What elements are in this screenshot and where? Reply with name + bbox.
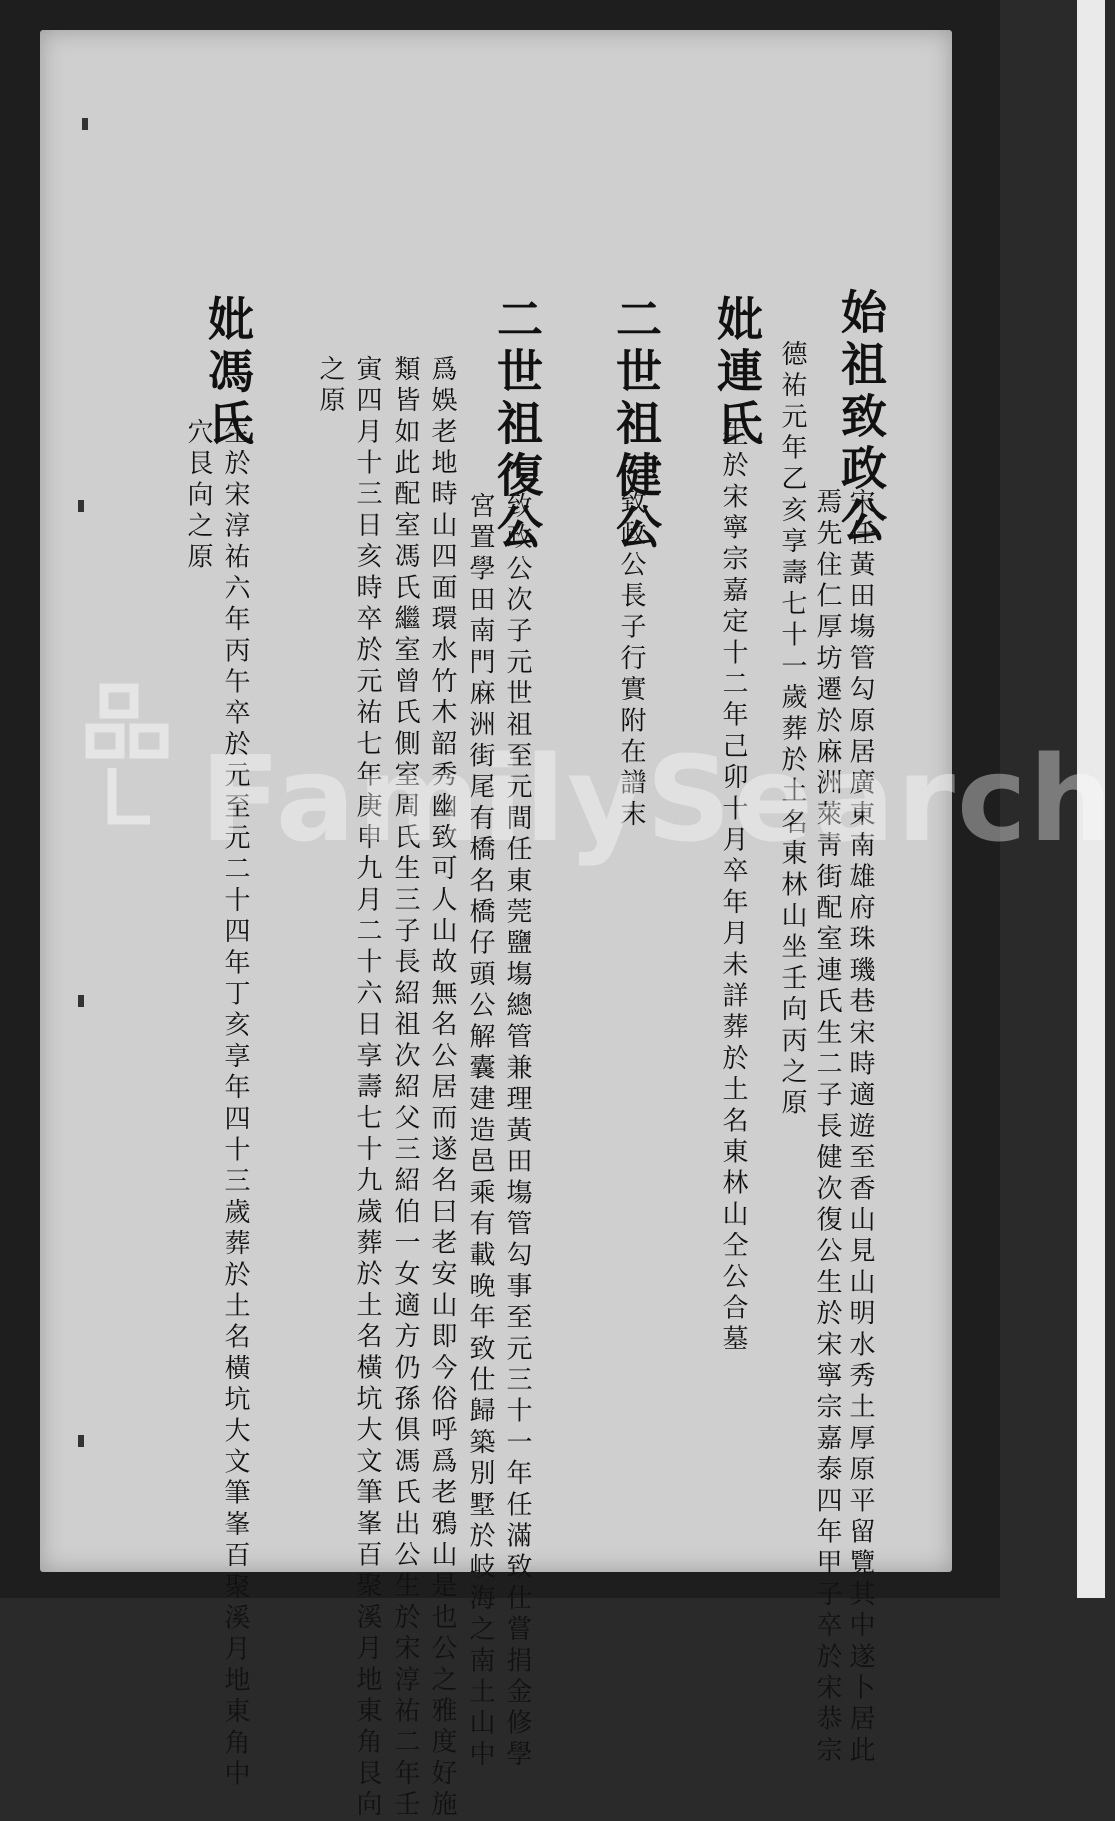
text-line: 德祐元年乙亥享壽七十一歲葬於土名東林山坐壬向丙之原 bbox=[777, 340, 807, 1120]
heading-second-gen-fu: 二世祖復公 bbox=[490, 295, 544, 555]
binding-mark bbox=[78, 995, 84, 1007]
text-line: 致政公次子元世祖至元間任東莞鹽塲總管兼理黃田塲管勾事至元三十一年任滿致仕嘗捐金修學 bbox=[502, 492, 532, 1772]
binding-mark bbox=[78, 500, 84, 512]
heading-wife-feng: 妣馮氏 bbox=[201, 295, 255, 451]
heading-wife-lian: 妣連氏 bbox=[710, 295, 764, 451]
familysearch-watermark bbox=[90, 660, 1115, 900]
text-line: 爲娛老地時山四面環水竹木韶秀幽致可人山故無名公居而遂名曰老安山即今俗呼爲老鴉山是也公之雅度好施 bbox=[427, 355, 457, 1821]
binding-mark bbox=[82, 118, 88, 130]
binding-mark bbox=[78, 1435, 84, 1447]
text-line: 寅四月十三日亥時卒於元祐七年庚申九月二十六日享壽七十九歲葬於土名橫坑大文筆峯百聚溪月地東角艮向 bbox=[352, 355, 382, 1821]
text-line: 之原 bbox=[315, 355, 345, 418]
text-line: 致政公長子行實附在譜末 bbox=[616, 488, 646, 832]
heading-second-gen-jian: 二世祖健公 bbox=[609, 295, 663, 555]
familysearch-logo-icon bbox=[90, 680, 170, 830]
text-line: 類皆如此配室馮氏繼室曾氏側室周氏生三子長紹祖次紹父三紹伯一女適方仍孫俱馮氏出公生於宋淳祐二年壬 bbox=[390, 355, 420, 1821]
text-line: 宋任黃田塲管勾原居廣東南雄府珠璣巷宋時適遊至香山見山明水秀土厚原平留覽其中遂卜居此 bbox=[845, 488, 875, 1768]
text-line: 生於宋寧宗嘉定十二年己卯十月卒年月未詳葬於土名東林山仝公合墓 bbox=[718, 420, 748, 1356]
text-line: 宮置學田南門麻洲街尾有橋名橋仔頭公解囊建造邑乘有載晚年致仕歸築別墅於岐海之南土山中 bbox=[465, 492, 495, 1772]
text-line: 穴艮向之原 bbox=[183, 418, 213, 574]
text-line: 生於宋淳祐六年丙午卒於元至元二十四年丁亥享年四十三歲葬於土名橫坑大文筆峯百聚溪月地東角中 bbox=[220, 418, 250, 1791]
heading-founder: 始祖致政公 bbox=[834, 288, 888, 548]
text-line: 焉先住仁厚坊遷於麻洲萊靑街配室連氏生二子長健次復公生於宋寧宗嘉泰四年甲子卒於宋恭宗 bbox=[812, 488, 842, 1768]
watermark-text: FamilySearch bbox=[200, 730, 1115, 868]
